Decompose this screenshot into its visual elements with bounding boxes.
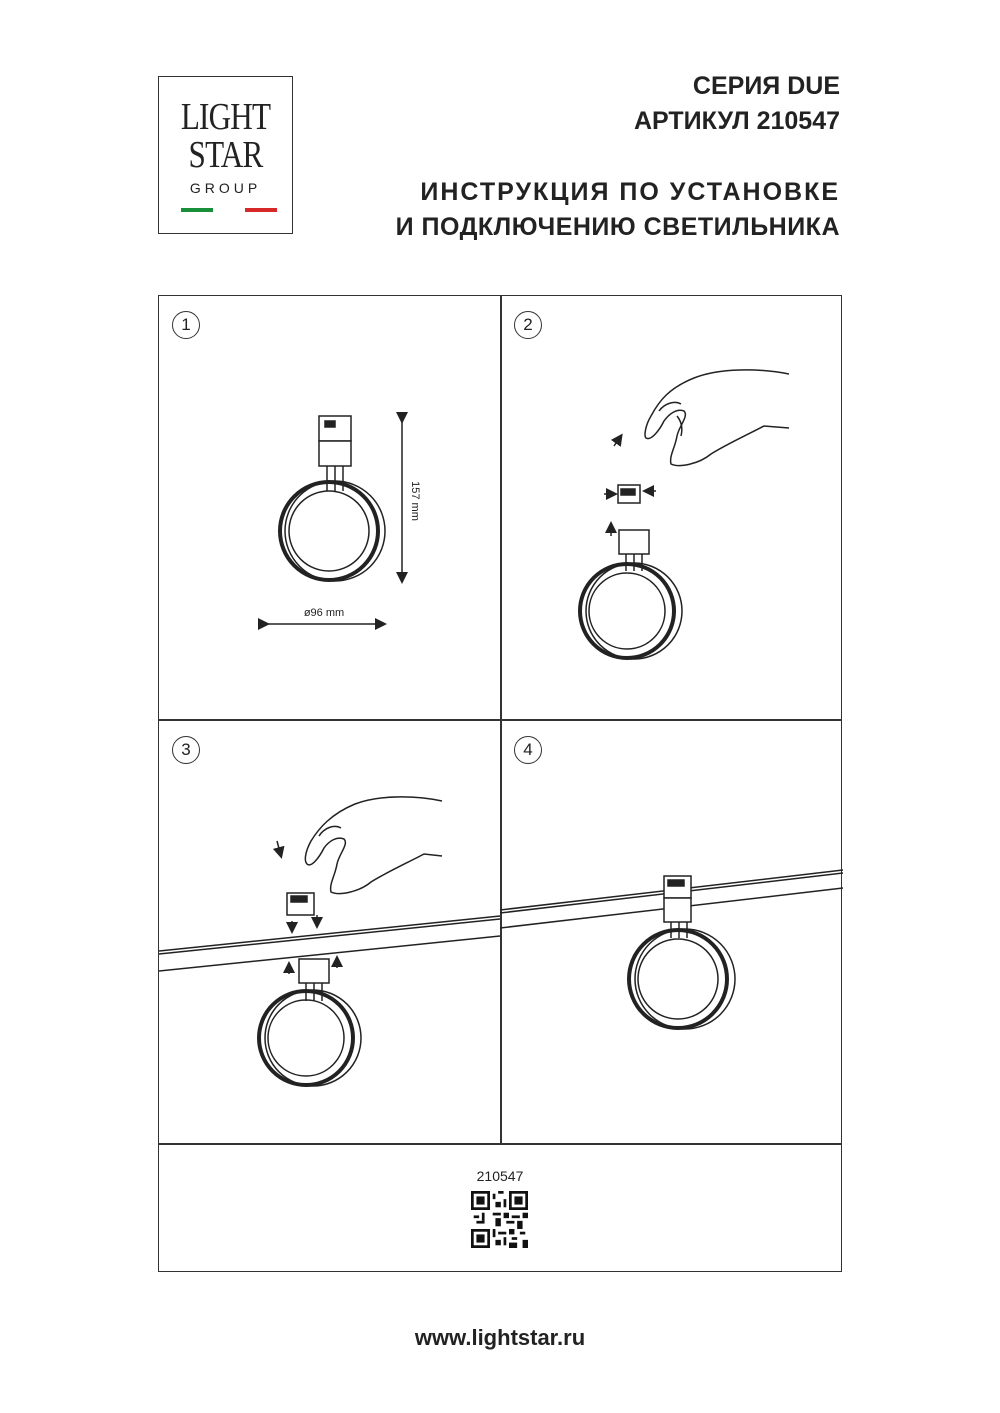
title-line-1: ИНСТРУКЦИЯ ПО УСТАНОВКЕ <box>420 178 840 206</box>
logo-line-group: GROUP <box>189 180 262 196</box>
series-label: СЕРИЯ DUE <box>692 72 840 100</box>
qr-code-icon <box>471 1191 528 1248</box>
footer-article-code: 210547 <box>476 1168 524 1184</box>
brand-logo <box>158 76 293 234</box>
step-3-track-mounting-drawing <box>159 797 500 1086</box>
step-1-luminaire-drawing <box>267 416 402 624</box>
step-2-assembly-drawing <box>580 370 789 659</box>
step-4-badge: 4 <box>514 736 542 764</box>
logo-line-light: LIGHT <box>180 96 271 138</box>
diameter-dimension-label: ø96 mm <box>303 607 345 619</box>
title-line-2: И ПОДКЛЮЧЕНИЮ СВЕТИЛЬНИКА <box>395 213 840 241</box>
height-dimension-label: 157 mm <box>409 481 421 521</box>
step-1-badge: 1 <box>172 311 200 339</box>
logo-line-star: STAR <box>188 134 263 176</box>
step-3-badge: 3 <box>172 736 200 764</box>
website-link[interactable]: www.lightstar.ru <box>414 1325 586 1350</box>
article-label: АРТИКУЛ 210547 <box>633 107 840 135</box>
step-2-badge: 2 <box>514 311 542 339</box>
italian-flag-stripe <box>181 208 277 212</box>
step-4-mounted-drawing <box>500 870 843 1029</box>
instruction-grid <box>158 295 842 1272</box>
